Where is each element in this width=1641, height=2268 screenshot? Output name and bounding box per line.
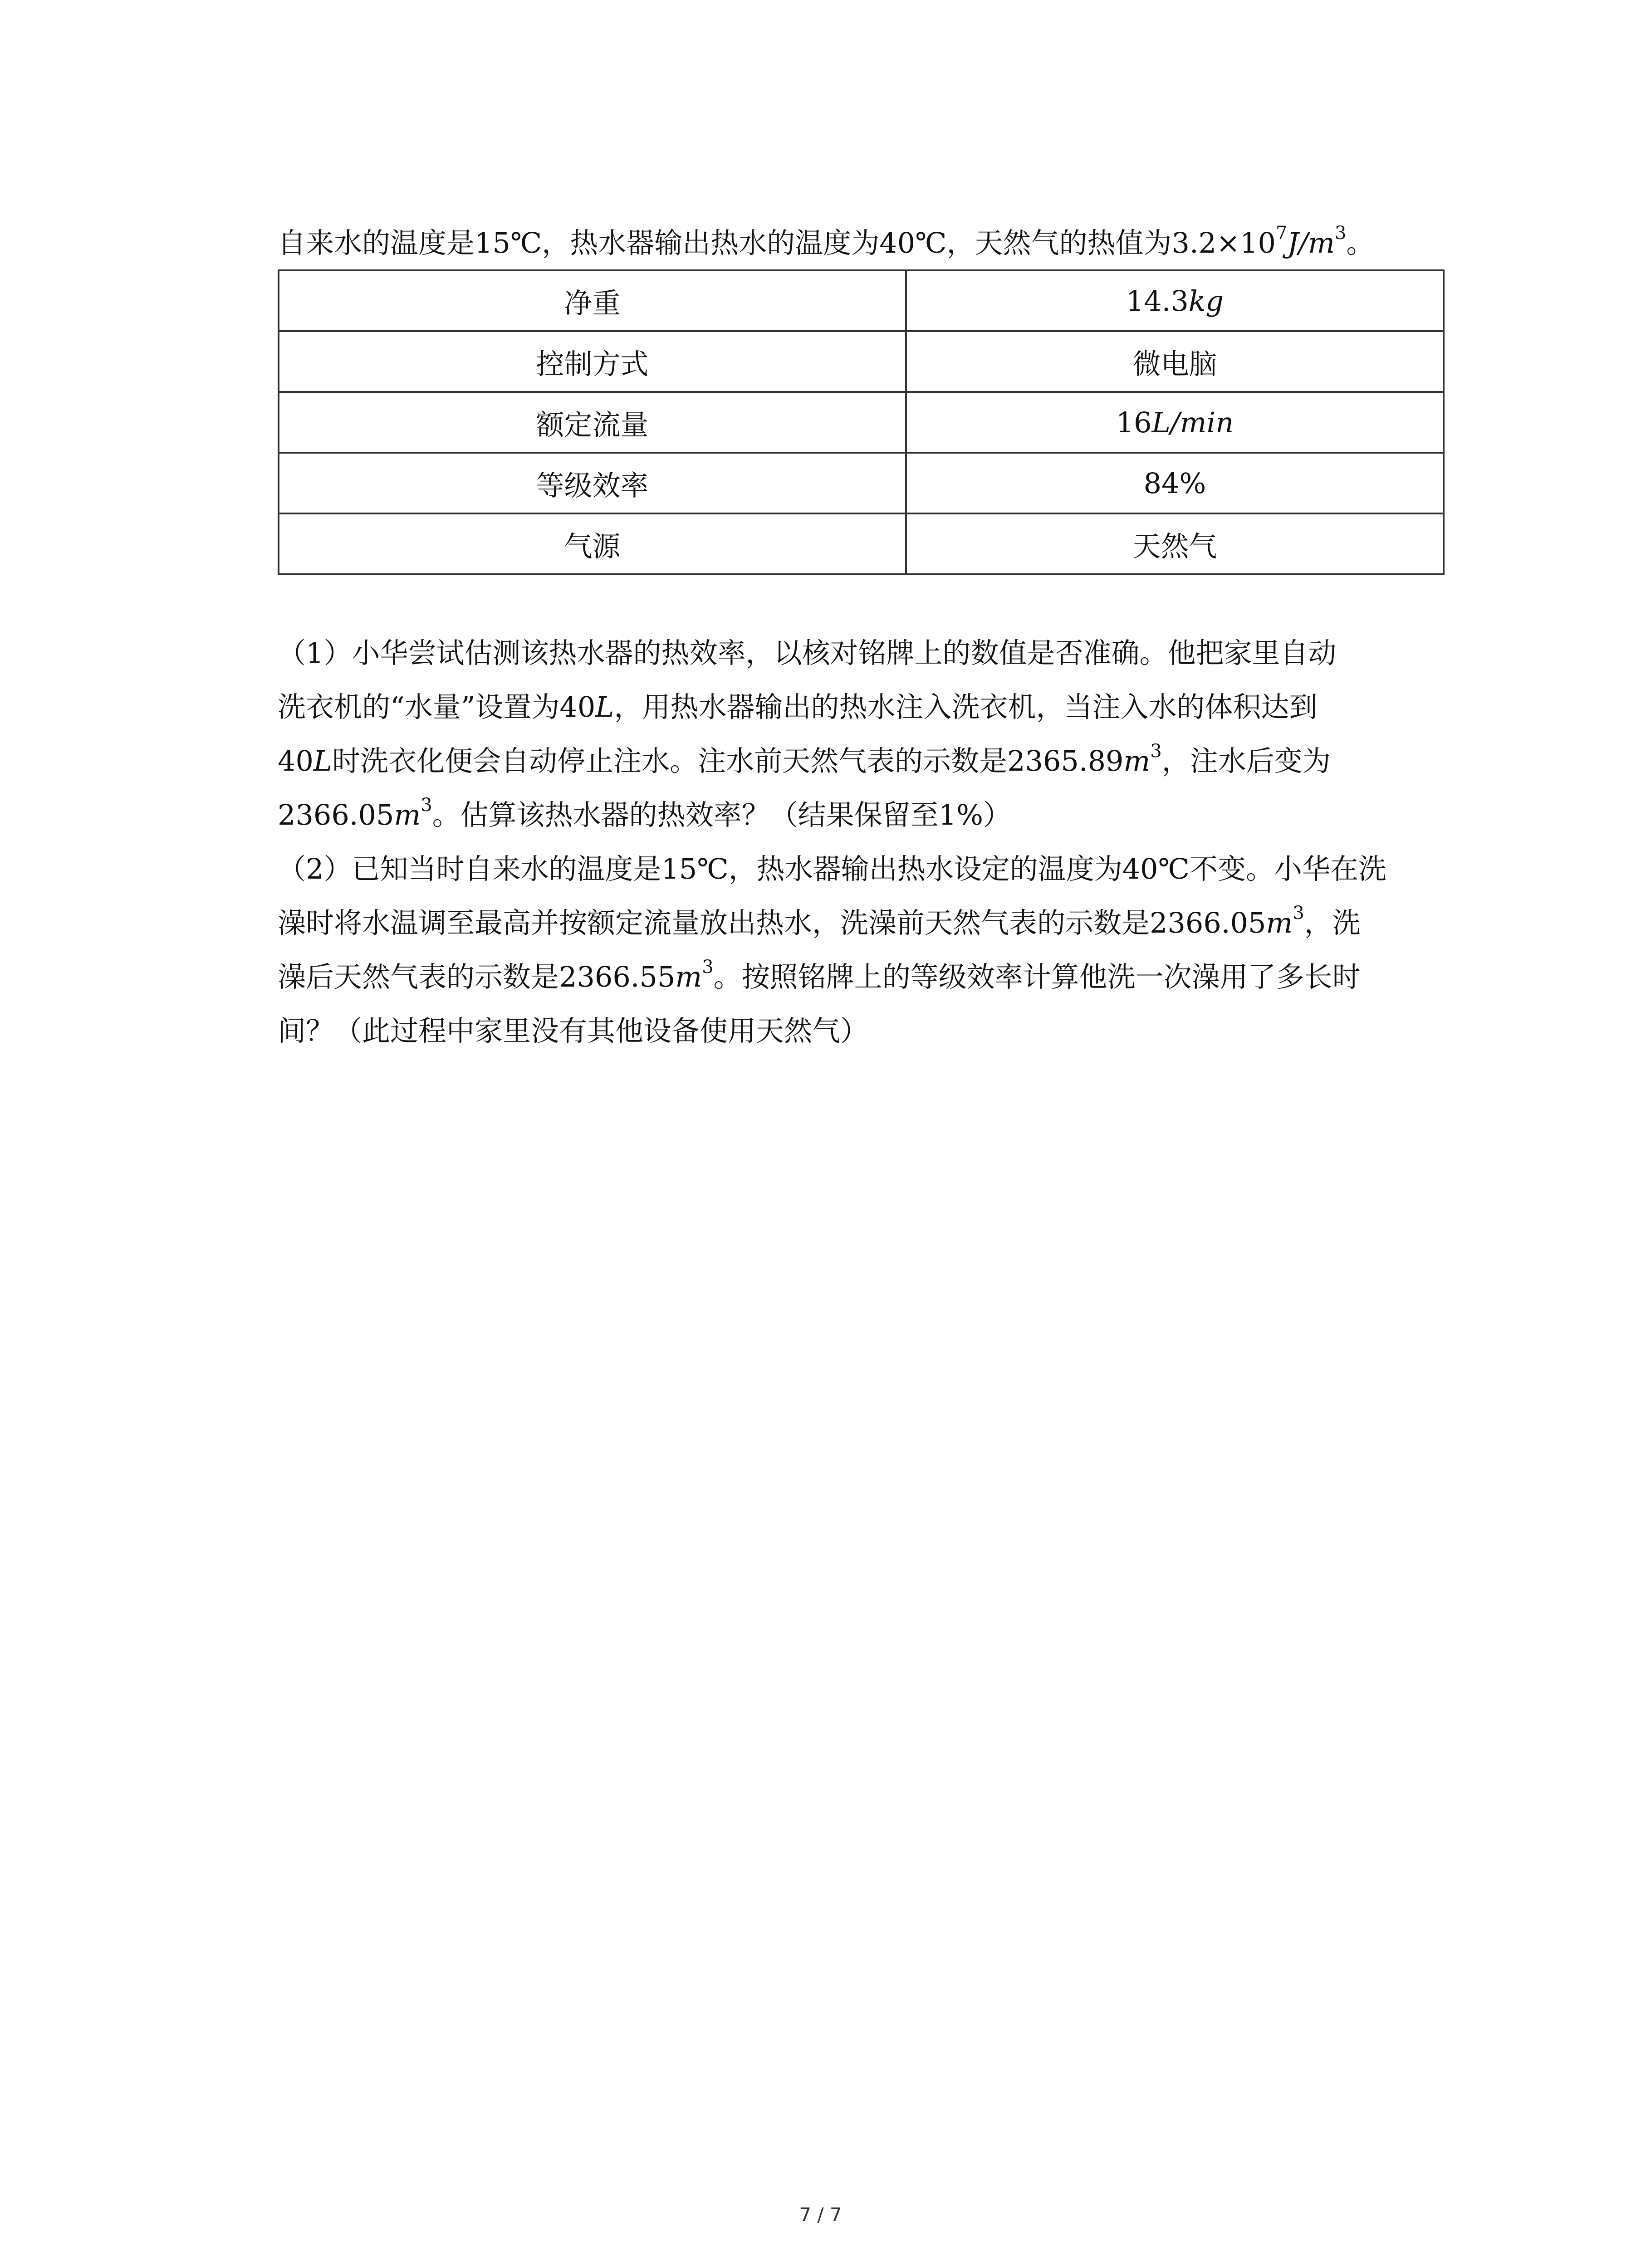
question-1-line-2: 洗衣机的“水量”设置为40L，用热水器输出的热水注入洗衣机，当注入水的体积达到: [278, 690, 1318, 723]
question-1: [278, 626, 1448, 842]
spec-value: 16L/min: [906, 392, 1444, 453]
page-number: 7 / 7: [799, 2204, 842, 2226]
table-row: [279, 513, 1444, 574]
question-2-line-3: 澡后天然气表的示数是$2366.55m^3$。按照铭牌上的等级效率计算他洗一次澡用了多长时: [278, 957, 1361, 993]
question-2-line-2: 澡时将水温调至最高并按额定流量放出热水，洗澡前天然气表的示数是$2366.05m^3$，洗: [278, 903, 1361, 939]
spec-label: 额定流量: [279, 392, 906, 453]
spec-value: 84%: [906, 453, 1444, 513]
table-row: [279, 270, 1444, 331]
question-2-line-4: 间？（此过程中家里没有其他设备使用天然气）: [278, 1014, 869, 1047]
exponent: 3: [1334, 223, 1347, 244]
unit-joule: J: [1287, 226, 1299, 259]
spec-label: 等级效率: [279, 453, 906, 513]
unit-per-meter: /m: [1298, 226, 1335, 259]
spec-value: 天然气: [906, 513, 1444, 574]
spec-table: [278, 269, 1445, 575]
question-2: [278, 842, 1448, 1058]
intro-paragraph: [278, 221, 1457, 265]
table-row: [279, 331, 1444, 392]
question-2-line-1: （2）已知当时自来水的温度是15℃，热水器输出热水设定的温度为40℃不变。小华在洗: [278, 852, 1386, 885]
spec-label: 净重: [279, 270, 906, 331]
exponent: 7: [1275, 223, 1288, 244]
intro-text: 自来水的温度是15℃，热水器输出热水的温度为40℃，天然气的热值为3.2×10: [278, 226, 1276, 259]
spec-label: 气源: [279, 513, 906, 574]
question-1-line-1: （1）小华尝试估测该热水器的热效率，以核对铭牌上的数值是否准确。他把家里自动: [278, 636, 1337, 670]
question-1-line-4: $2366.05m^3$。估算该热水器的热效率？（结果保留至1%）: [278, 795, 1011, 831]
spec-value: 微电脑: [906, 331, 1444, 392]
table-row: [279, 453, 1444, 513]
intro-end: 。: [1346, 226, 1375, 259]
question-1-line-3: 40L时洗衣化便会自动停止注水。注水前天然气表的示数是$2365.89m^3$，注水后变为: [278, 741, 1331, 777]
table-row: [279, 392, 1444, 453]
spec-label: 控制方式: [279, 331, 906, 392]
questions-block: [278, 626, 1448, 1058]
spec-value: 14.3kg: [906, 270, 1444, 331]
